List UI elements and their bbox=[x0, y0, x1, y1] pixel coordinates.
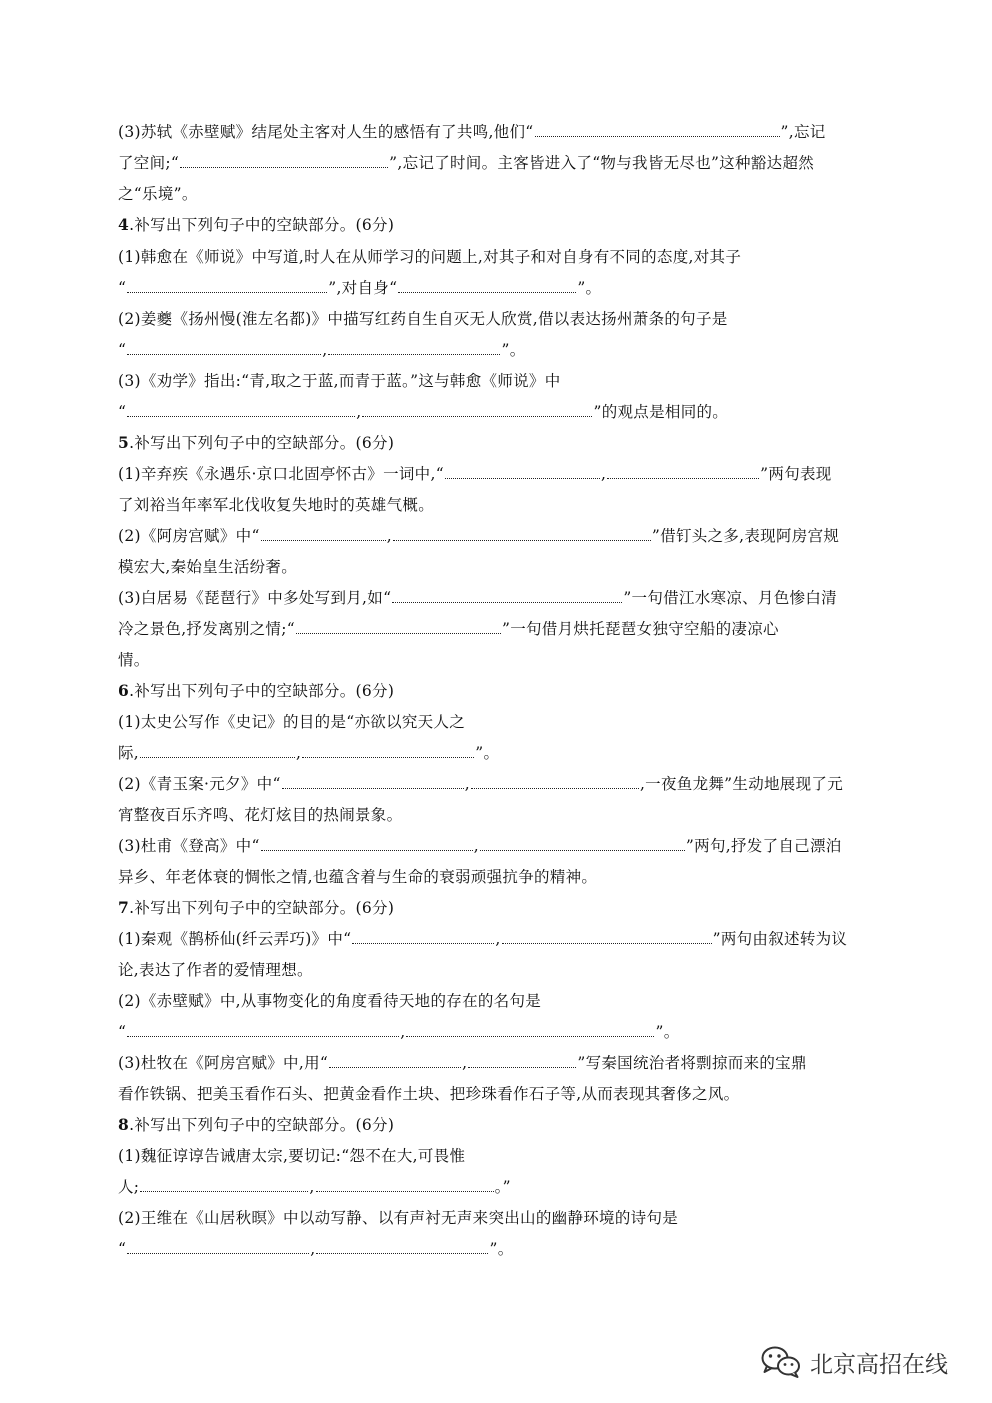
text-segment: ”两句,抒发了自己漂泊 bbox=[685, 837, 842, 855]
text-line bbox=[118, 370, 561, 392]
text-segment: ”一句借江水寒凉、月色惨白清 bbox=[623, 589, 837, 607]
answer-blank[interactable] bbox=[296, 619, 501, 634]
answer-blank[interactable] bbox=[468, 1053, 576, 1068]
text-line bbox=[118, 525, 839, 547]
text-segment: , bbox=[462, 1054, 468, 1072]
text-segment: , bbox=[386, 527, 392, 545]
answer-blank[interactable] bbox=[471, 774, 639, 789]
text-segment: ”借钉头之多,表现阿房宫规 bbox=[651, 527, 840, 545]
text-line bbox=[118, 183, 198, 205]
text-line bbox=[118, 990, 541, 1012]
text-line bbox=[118, 866, 597, 888]
text-segment: (3)《劝学》指出:“青,取之于蓝,而青于蓝。”这与韩愈《师说》中 bbox=[118, 372, 561, 390]
question-number: 8 bbox=[118, 1115, 130, 1134]
text-segment: , bbox=[473, 837, 479, 855]
text-line bbox=[118, 121, 826, 143]
answer-blank[interactable] bbox=[180, 153, 388, 168]
answer-blank[interactable] bbox=[127, 1239, 309, 1254]
text-line bbox=[118, 1021, 680, 1043]
text-line bbox=[118, 152, 814, 174]
text-line bbox=[118, 773, 843, 795]
text-line bbox=[118, 1207, 678, 1229]
text-segment: , bbox=[310, 1240, 316, 1258]
text-segment: (2)《赤壁赋》中,从事物变化的角度看待天地的存在的名句是 bbox=[118, 992, 542, 1010]
answer-blank[interactable] bbox=[127, 278, 327, 293]
answer-blank[interactable] bbox=[445, 464, 600, 479]
text-segment: , bbox=[464, 775, 470, 793]
text-segment: ”。 bbox=[489, 1240, 514, 1258]
answer-blank[interactable] bbox=[393, 526, 651, 541]
answer-blank[interactable] bbox=[398, 278, 576, 293]
text-line bbox=[118, 401, 728, 423]
answer-blank[interactable] bbox=[607, 464, 759, 479]
answer-blank[interactable] bbox=[352, 929, 494, 944]
text-segment: “ bbox=[118, 341, 127, 359]
text-segment: ”,对自身“ bbox=[328, 279, 398, 297]
text-segment: , bbox=[309, 1178, 315, 1196]
text-line bbox=[118, 1083, 739, 1105]
text-segment: “ bbox=[118, 1240, 127, 1258]
answer-blank[interactable] bbox=[140, 743, 295, 758]
text-segment: (2)姜夔《扬州慢(淮左名都)》中描写红药自生自灭无人欣赏,借以表达扬州萧条的句子是 bbox=[118, 310, 728, 328]
text-segment: (3)白居易《琵琶行》中多处写到月,如“ bbox=[118, 589, 392, 607]
text-line bbox=[118, 556, 297, 578]
text-segment: ”的观点是相同的。 bbox=[593, 403, 729, 421]
text-segment: .补写出下列句子中的空缺部分。(6分) bbox=[129, 899, 395, 917]
question-number: 4 bbox=[118, 215, 130, 234]
answer-blank[interactable] bbox=[362, 402, 592, 417]
answer-blank[interactable] bbox=[480, 836, 685, 851]
question-number: 6 bbox=[118, 681, 130, 700]
text-segment: , bbox=[400, 1023, 406, 1041]
text-segment: 看作铁锅、把美玉看作石头、把黄金看作土块、把珍珠看作石子等,从而表现其奢侈之风。 bbox=[118, 1085, 740, 1103]
text-segment: .补写出下列句子中的空缺部分。(6分) bbox=[129, 434, 395, 452]
wechat-icon bbox=[760, 1345, 802, 1379]
answer-blank[interactable] bbox=[302, 743, 474, 758]
text-line bbox=[118, 835, 842, 857]
text-segment: , bbox=[356, 403, 362, 421]
text-line bbox=[118, 742, 499, 764]
answer-blank[interactable] bbox=[127, 1022, 399, 1037]
text-line bbox=[118, 680, 394, 702]
text-line bbox=[118, 959, 313, 981]
answer-blank[interactable] bbox=[316, 1177, 494, 1192]
text-segment: (1)辛弃疾《永遇乐·京口北固亭怀古》一词中,“ bbox=[118, 465, 444, 483]
text-segment: (3)杜牧在《阿房宫赋》中,用“ bbox=[118, 1054, 329, 1072]
text-segment: 论,表达了作者的爱情理想。 bbox=[118, 961, 313, 979]
answer-blank[interactable] bbox=[392, 588, 622, 603]
text-segment: (1)秦观《鹊桥仙(纤云弄巧)》中“ bbox=[118, 930, 352, 948]
text-line bbox=[118, 618, 779, 640]
text-segment: ”一句借月烘托琵琶女独守空船的凄凉心 bbox=[501, 620, 779, 638]
answer-blank[interactable] bbox=[261, 836, 473, 851]
text-segment: “ bbox=[118, 403, 127, 421]
text-line bbox=[118, 649, 150, 671]
text-segment: ”。 bbox=[577, 279, 602, 297]
text-segment: 了刘裕当年率军北伐收复失地时的英雄气概。 bbox=[118, 496, 435, 514]
text-segment: ”。 bbox=[501, 341, 526, 359]
text-segment: 异乡、年老体衰的惆怅之情,也蕴含着与生命的衰弱顽强抗争的精神。 bbox=[118, 868, 598, 886]
text-segment: ”写秦国统治者将剽掠而来的宝鼎 bbox=[577, 1054, 807, 1072]
answer-blank[interactable] bbox=[329, 1053, 461, 1068]
text-line bbox=[118, 897, 394, 919]
answer-blank[interactable] bbox=[261, 526, 386, 541]
text-segment: .补写出下列句子中的空缺部分。(6分) bbox=[129, 216, 395, 234]
text-segment: (1)太史公写作《史记》的目的是“亦欲以究天人之 bbox=[118, 713, 466, 731]
text-line bbox=[118, 804, 402, 826]
text-line bbox=[118, 1114, 394, 1136]
text-segment: ”。 bbox=[475, 744, 500, 762]
text-line bbox=[118, 339, 526, 361]
text-segment: (3)杜甫《登高》中“ bbox=[118, 837, 260, 855]
text-line bbox=[118, 1052, 807, 1074]
text-line bbox=[118, 1145, 465, 1167]
text-segment: ”。 bbox=[655, 1023, 680, 1041]
answer-blank[interactable] bbox=[316, 1239, 488, 1254]
text-line bbox=[118, 463, 832, 485]
text-segment: ”两句由叙述转为议 bbox=[712, 930, 848, 948]
watermark bbox=[760, 1342, 948, 1382]
answer-blank[interactable] bbox=[127, 402, 355, 417]
text-line bbox=[118, 432, 394, 454]
text-segment: .补写出下列句子中的空缺部分。(6分) bbox=[129, 1116, 395, 1134]
text-segment: (2)王维在《山居秋暝》中以动写静、以有声衬无声来突出山的幽静环境的诗句是 bbox=[118, 1209, 679, 1227]
text-segment: , bbox=[296, 744, 302, 762]
text-segment: ”,忘记了时间。主客皆进入了“物与我皆无尽也”这种豁达超然 bbox=[389, 154, 815, 172]
answer-blank[interactable] bbox=[406, 1022, 654, 1037]
text-segment: (2)《阿房宫赋》中“ bbox=[118, 527, 260, 545]
text-segment: 情。 bbox=[118, 651, 150, 669]
text-segment: , bbox=[600, 465, 607, 483]
question-number: 7 bbox=[118, 898, 130, 917]
text-segment: “ bbox=[118, 1023, 127, 1041]
text-line bbox=[118, 214, 394, 236]
text-line bbox=[118, 711, 465, 733]
text-line bbox=[118, 928, 847, 950]
text-line bbox=[118, 587, 837, 609]
text-segment: .补写出下列句子中的空缺部分。(6分) bbox=[129, 682, 395, 700]
answer-blank[interactable] bbox=[140, 1177, 308, 1192]
answer-blank[interactable] bbox=[328, 340, 500, 355]
text-segment: “ bbox=[118, 279, 127, 297]
text-segment: , bbox=[322, 341, 328, 359]
question-number: 5 bbox=[118, 433, 130, 452]
watermark-text: 北京高招在线 bbox=[810, 1351, 948, 1378]
text-segment: 际, bbox=[118, 744, 140, 762]
text-segment: 冷之景色,抒发离别之情;“ bbox=[118, 620, 295, 638]
text-segment: 之“乐境”。 bbox=[118, 185, 198, 203]
text-segment: 人; bbox=[118, 1178, 140, 1196]
answer-blank[interactable] bbox=[282, 774, 464, 789]
text-line bbox=[118, 494, 434, 516]
text-segment: ”,忘记 bbox=[780, 123, 826, 141]
text-segment: ”两句表现 bbox=[760, 465, 832, 483]
text-segment: 宵整夜百乐齐鸣、花灯炫目的热闹景象。 bbox=[118, 806, 403, 824]
text-segment: , bbox=[495, 930, 501, 948]
text-line bbox=[118, 246, 741, 268]
text-line bbox=[118, 1238, 514, 1260]
text-segment: 。” bbox=[494, 1178, 511, 1196]
text-line bbox=[118, 308, 728, 330]
text-segment: (3)苏轼《赤壁赋》结尾处主客对人生的感悟有了共鸣,他们“ bbox=[118, 123, 534, 141]
answer-blank[interactable] bbox=[502, 929, 712, 944]
text-line bbox=[118, 277, 601, 299]
text-segment: 模宏大,秦始皇生活纷奢。 bbox=[118, 558, 298, 576]
text-segment: (2)《青玉案·元夕》中“ bbox=[118, 775, 281, 793]
answer-blank[interactable] bbox=[535, 122, 780, 137]
text-segment: (1)韩愈在《师说》中写道,时人在从师学习的问题上,对其子和对自身有不同的态度,对其子 bbox=[118, 248, 742, 266]
text-segment: (1)魏征谆谆告诫唐太宗,要切记:“怨不在大,可畏惟 bbox=[118, 1147, 466, 1165]
text-segment: ,一夜鱼龙舞”生动地展现了元 bbox=[639, 775, 844, 793]
text-line bbox=[118, 1176, 511, 1198]
answer-blank[interactable] bbox=[127, 340, 321, 355]
text-segment: 了空间;“ bbox=[118, 154, 180, 172]
